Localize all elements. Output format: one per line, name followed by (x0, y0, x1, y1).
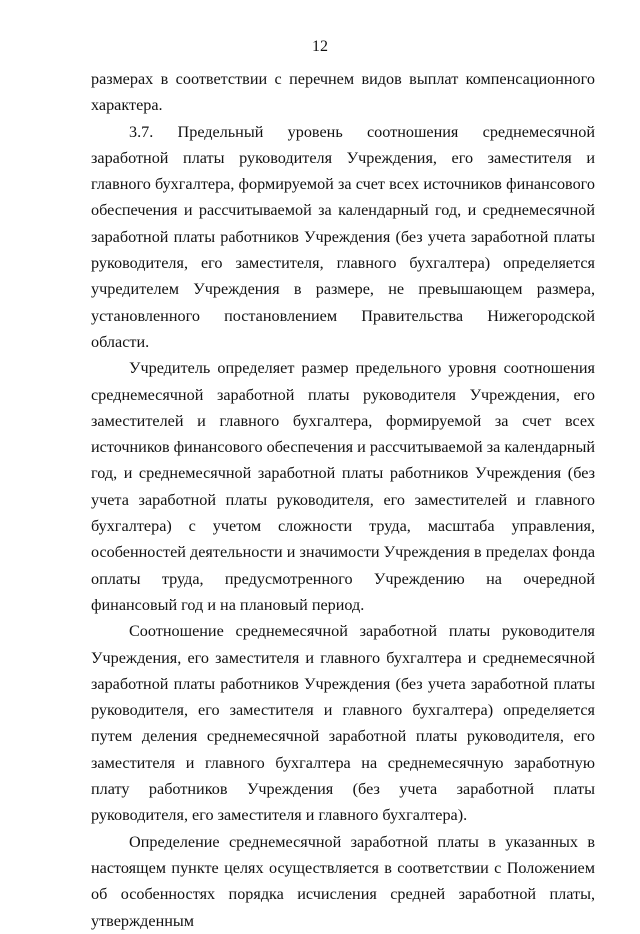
paragraph-average-salary: Определение среднемесячной заработной платы в указанных в настоящем пункте целях осуществляется в соответствии с Положением об особенностях порядка исчисления средней заработной платы, утвержденным (91, 832, 595, 930)
page-number: 12 (312, 38, 328, 55)
paragraph-continuation: размерах в соответствии с перечнем видов выплат компенсационного характера. (91, 70, 595, 115)
paragraph-3-7: 3.7. Предельный уровень соотношения среднемесячной заработной платы руководителя Учреждения, его заместителя и главного бухгалтера, формируемой за счет всех источников финансового обеспечения и рассчитываемой за календарный год, и среднемесячной заработной платы работников Учреждения (без учета заработной платы руководителя, его заместителя, главного бухгалтера) определяется учредителем Учреждения в размере, не превышающем размера, установленного постановлением Правительства Нижегородской области. (91, 122, 595, 351)
paragraph-ratio-definition: Соотношение среднемесячной заработной платы руководителя Учреждения, его заместителя и главного бухгалтера и среднемесячной заработной платы работников Учреждения (без учета заработной платы руководителя, его заместителя и главного бухгалтера) определяется путем деления среднемесячной заработной платы руководителя, его заместителя и главного бухгалтера на среднемесячную заработную плату работников Учреждения (без учета заработной платы руководителя, его заместителя и главного бухгалтера). (91, 622, 595, 825)
paragraph-founder-determines: Учредитель определяет размер предельного уровня соотношения среднемесячной заработной платы руководителя Учреждения, его заместителей и главного бухгалтера, формируемой за счет всех источников финансового обеспечения и рассчитываемой за календарный год, и среднемесячной заработной платы работников Учреждения (без учета заработной платы руководителя, его заместителей и главного бухгалтера) с учетом сложности труда, масштаба управления, особенностей деятельности и значимости Учреждения в пределах фонда оплаты труда, предусмотренного Учреждению на очередной финансовый год и на плановый период. (91, 359, 595, 614)
document-body (91, 66, 595, 934)
